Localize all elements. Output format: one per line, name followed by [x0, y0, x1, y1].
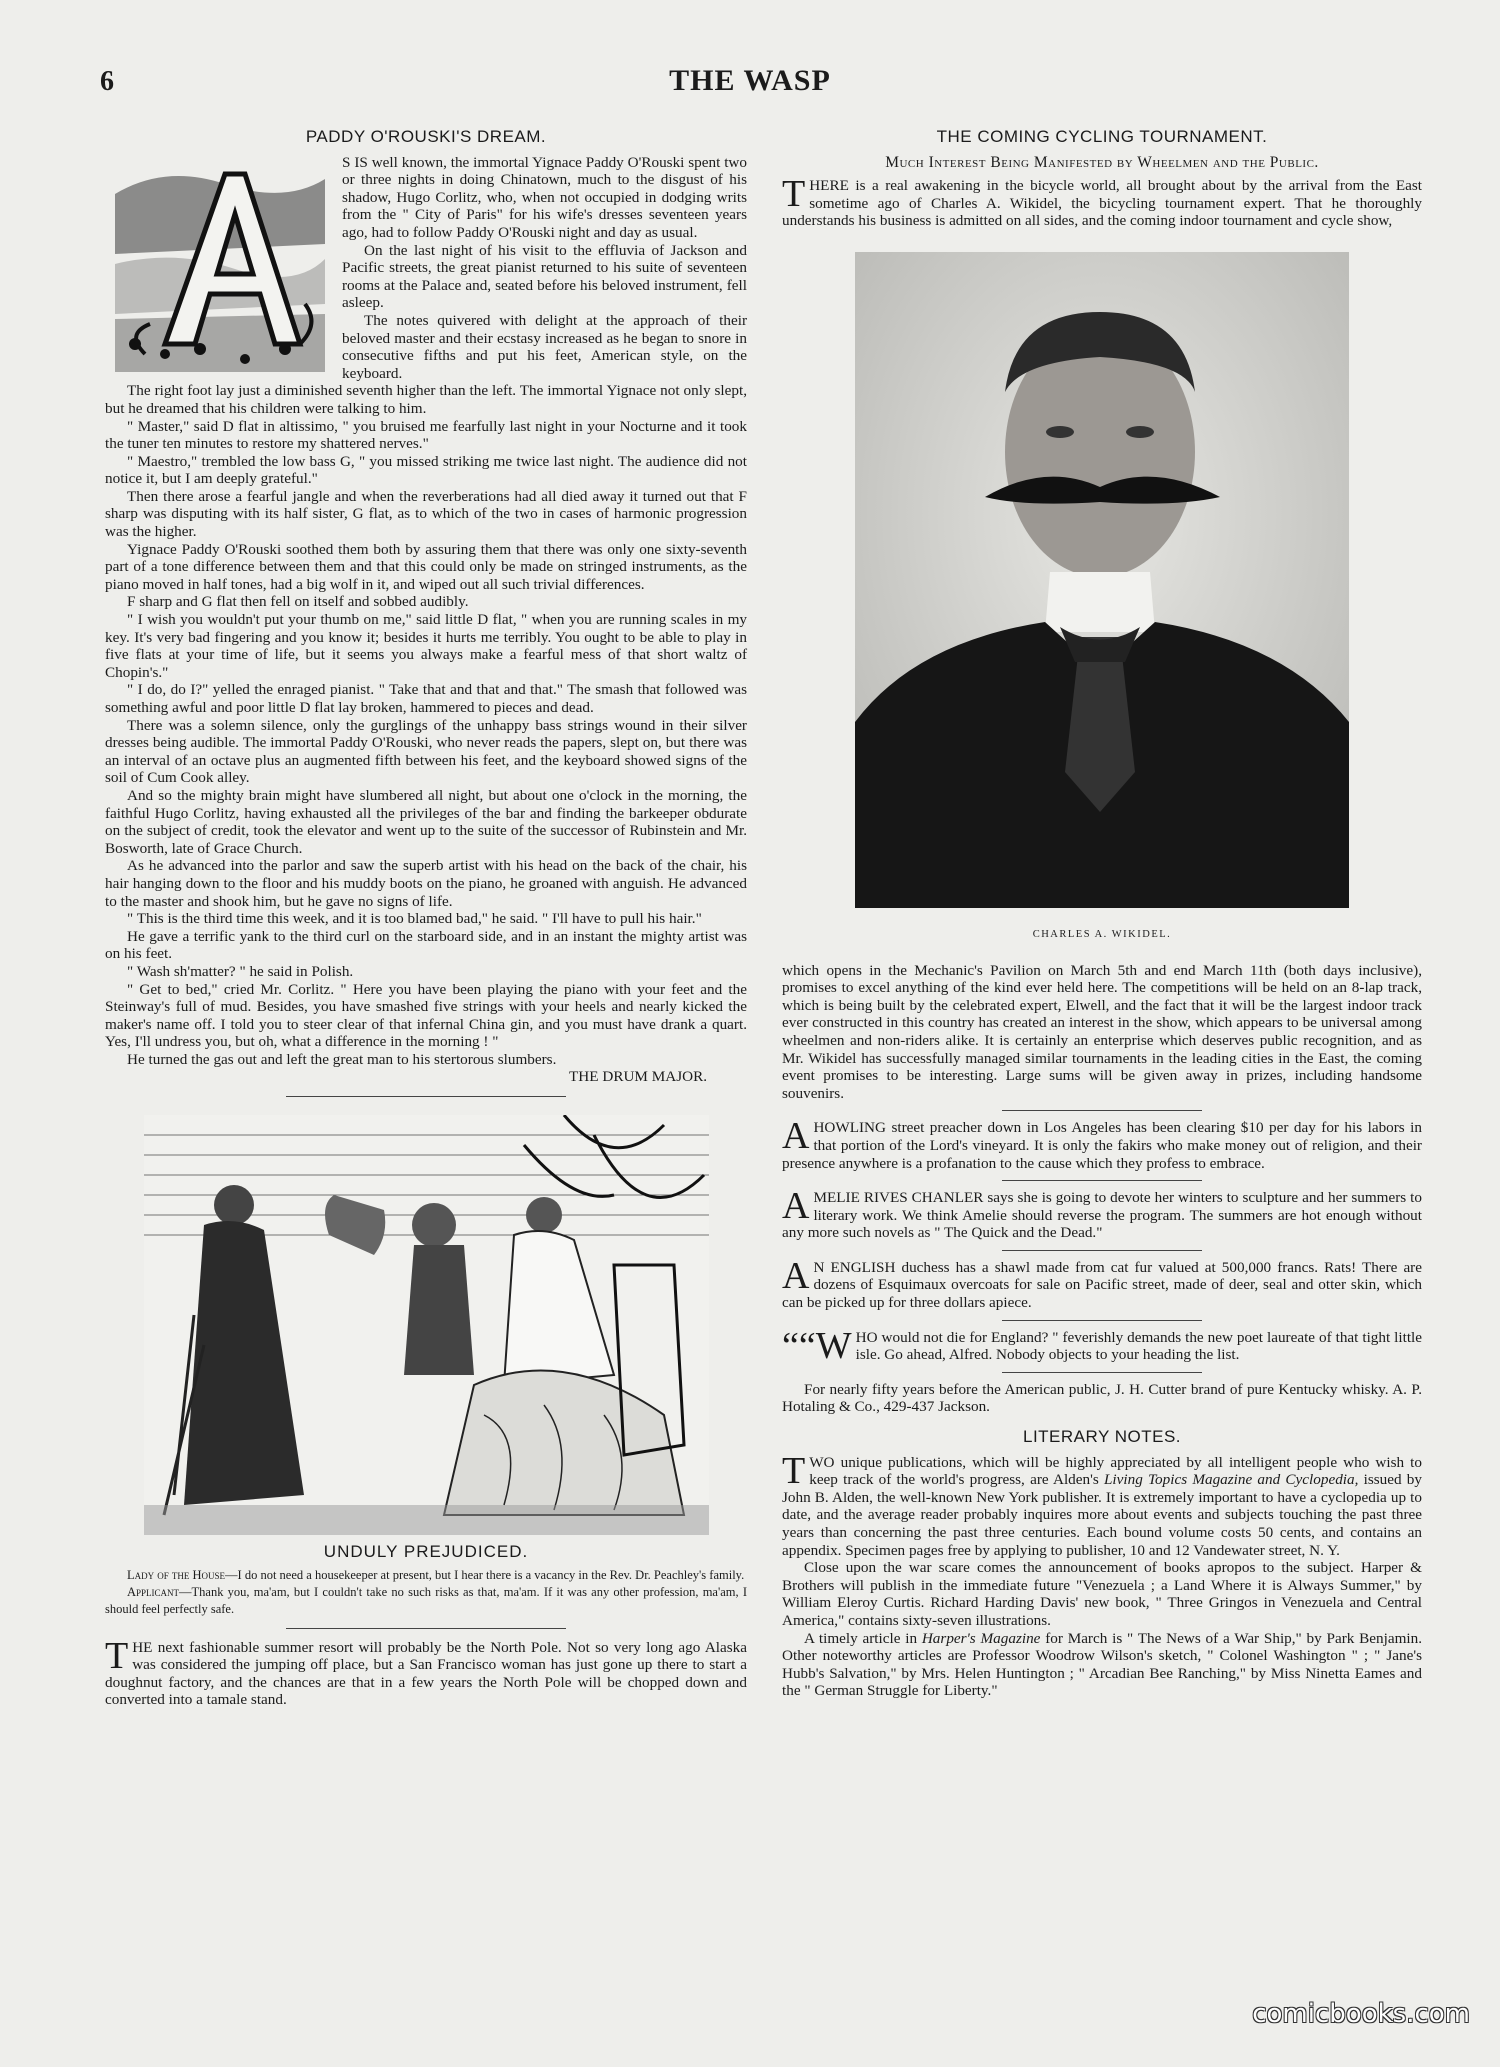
dream-paragraph: On the last night of his visit to the effluvia of Jackson and Pacific streets, the great pianist returned to his suite of seventeen rooms at the Palace and, seated before his beloved instrument, fell asleep. — [342, 241, 747, 312]
dream-paragraph: He turned the gas out and left the great man to his stertorous slumbers. — [127, 1050, 557, 1068]
dream-paragraph: " Master," said D flat in altissimo, " you bruised me fearfully last night in your Nocturne and it took the tuner ten minutes to restore my shattered nerves." — [105, 417, 747, 453]
cycling-intro-text: HERE is a real awakening in the bicycle world, all brought about by the arrival from the East sometime ago of Charles A. Wikidel, the bicycling tournament expert. That he thoroughly understands his business is admitted on all sides, and the coming indoor tournament and cycle show, — [782, 177, 1422, 230]
north-pole-text: HE next fashionable summer resort will probably be the North Pole. Not so very long ago Alaska was considered the jumping off place, but a San Francisco woman has just gone up there to start a doughnut factory, and the chances are that in a few years the North Pole will be chopped down and converted into a tamale stand. — [105, 1638, 747, 1709]
publication-title: Living Topics Magazine and Cyclopedia, — [1103, 1471, 1359, 1489]
drop-initial: T — [782, 173, 806, 216]
dream-paragraph: " Maestro," trembled the low bass G, " you missed striking me twice last night. The audience did not notice it, but I am deeply grateful." — [105, 452, 747, 488]
divider — [286, 1096, 566, 1097]
news-item — [782, 1254, 1422, 1312]
literary-paragraph — [782, 1630, 1422, 1700]
publication-title: Harper's Magazine — [921, 1629, 1041, 1647]
caption-line: —Thank you, ma'am, but I couldn't take no such risks as that, ma'am. If it was any other profession, ma'am, I should feel perfectly safe. — [105, 1584, 747, 1616]
literary-paragraph — [782, 1449, 1422, 1560]
watermark: comicbooks.com — [1252, 1999, 1470, 2029]
cycling-continued: which opens in the Mechanic's Pavilion on March 5th and end March 11th (both days inclusive), promises to excel anything of the kind ever held here. The competitions will be held on an 8-lap track, which is being built by the celebrated expert, Elwell, and the fact that it will be the largest indoor track ever constructed in this country has created an interest in the show, which appears to be universal among wheelmen and non-riders alike. It is certainly an enterprise which deserves public recognition, and as Mr. Wikidel has successfully managed similar tournaments in the leading cities in the East, the coming event promises to be interesting. Large sums will be given away in prizes, including handsome souvenirs. — [782, 961, 1422, 1102]
drop-initial: A — [782, 1115, 810, 1158]
literary-paragraph: Close upon the war scare comes the announcement of books apropos to the subject. Harper & Brothers will publish in the immediate future "Venezuela ; a Land Where it is Always Summer," by William Eleroy Curtis. Richard Harding Davis' new book, " Three Gringos in Venezuela and Central America," contains sixty-seven illustrations. — [782, 1559, 1422, 1629]
article-title-dream: PADDY O'ROUSKI'S DREAM. — [305, 127, 547, 146]
dream-paragraph: " I wish you wouldn't put your thumb on me," said little D flat, " when you are running scales in my key. It's very bad fingering and you know it; besides it hurts me terribly. You ought to be able to play in five flats at your time of life, but it seems you always make a fearful mess of that short waltz of Chopin's." — [105, 611, 747, 681]
portrait-photo — [855, 252, 1349, 908]
decorative-initial-a — [105, 154, 330, 372]
dream-paragraph: F sharp and G flat then fell on itself and sobbed audibly. — [127, 593, 469, 611]
right-column — [782, 128, 1422, 1700]
cycling-intro — [782, 173, 1422, 230]
article-title-literary: LITERARY NOTES. — [1022, 1427, 1182, 1447]
news-item-text: HO would not die for England? " feverishly demands the new poet laureate of that tight little isle. Go ahead, Alfred. Nobody objects to your heading the list. — [855, 1328, 1422, 1364]
left-column — [105, 128, 747, 1709]
cartoon-caption — [105, 1567, 747, 1618]
cartoon-title: UNDULY PREJUDICED. — [323, 1542, 529, 1562]
dream-paragraph: He gave a terrific yank to the third curl on the starboard side, and in an instant the mighty artist was on his feet. — [105, 927, 747, 963]
north-pole-paragraph — [105, 1634, 747, 1709]
drop-initial: ““W — [782, 1324, 852, 1367]
divider — [1002, 1180, 1202, 1181]
dream-paragraph: Then there arose a fearful jangle and when the reverberations had all died away it turned out that F sharp was disputing with its half sister, G flat, as to which of the two in cases of harmonic progression was the higher. — [105, 487, 747, 541]
caption-line: —I do not need a housekeeper at present, but I hear there is a vacancy in the Rev. Dr. Peachley's family. — [225, 1567, 745, 1582]
news-item-text: MELIE RIVES CHANLER says she is going to devote her winters to sculpture and her summers to literary work. We think Amelie should reverse the program. The summers are hot enough without any more such novels as " The Quick and the Dead." — [782, 1189, 1422, 1242]
dream-paragraph: S IS well known, the immortal Yignace Paddy O'Rouski spent two or three nights in doing Chinatown, much to the disgust of his shadow, Hugo Corlitz, who, when not occupied in dodging writs from the " City of Paris" for his wife's dresses seventeen years ago, had to follow Paddy O'Rouski night and day as usual. — [342, 153, 747, 241]
article-title-cycling: THE COMING CYCLING TOURNAMENT. — [936, 127, 1268, 146]
divider — [1002, 1372, 1202, 1373]
dream-paragraph: As he advanced into the parlor and saw the superb artist with his head on the back of the chair, his hair hanging down to the floor and his muddy boots on the piano, he groaned with anguish. He advanced to the master and shook him, but he gave no signs of life. — [105, 857, 747, 910]
news-item — [782, 1185, 1422, 1242]
dream-paragraph: " Wash sh'matter? " he said in Polish. — [127, 962, 354, 980]
cutter-advertisement: For nearly fifty years before the American public, J. H. Cutter brand of pure Kentucky whisky. A. P. Hotaling & Co., 429-437 Jackson. — [782, 1380, 1422, 1416]
dream-paragraph: And so the mighty brain might have slumbered all night, but about one o'clock in the morning, the faithful Hugo Corlitz, having exhausted all the privileges of the bar and finding the barkeeper obdurate on the subject of credit, took the elevator and went up to the suite of the successor of Rubinstein and Mr. Bosworth, late of Grace Church. — [105, 786, 747, 857]
dream-paragraph: The notes quivered with delight at the approach of their beloved master and their ecstasy increased as he began to snore in consecutive fifths and put his feet, American style, on the keyboard. — [342, 311, 747, 382]
news-item — [782, 1324, 1422, 1367]
dream-paragraph: " Get to bed," cried Mr. Corlitz. " Here you have been playing the piano with your feet and the Steinway's full of mud. Besides, you have smashed five strings with your heels and nearly kicked the maker's name off. I told you to steer clear of that infernal China gin, and you must have drank a quart. Yes, I'll undress you, but oh, what a difference in the morning ! " — [105, 980, 747, 1051]
dream-signature: THE DRUM MAJOR. — [569, 1068, 707, 1086]
dream-paragraph: " This is the third time this week, and it is too blamed bad," he said. " I'll have to pull his hair." — [127, 910, 702, 928]
literary-text: for March is " The News of a War Ship," by Park Benjamin. Other noteworthy articles are Professor Woodrow Wilson's sketch, " Colonel Washington " ; " Jane's Hubb's Salvation," by Mrs. Helen Huntington ; " Arcadian Bee Ranching," by Miss Ninetta Eames and the " German Struggle for Liberty." — [782, 1629, 1422, 1700]
drop-initial: T — [782, 1449, 806, 1492]
news-item-text: N ENGLISH duchess has a shawl made from cat fur valued at 500,000 francs. Rats! There are dozens of Esquimaux overcoats for sale on Pacific street, made of deer, seal and otter skin, which can be picked up for three dollars apiece. — [782, 1258, 1422, 1312]
portrait-caption: CHARLES A. WIKIDEL. — [1032, 928, 1172, 940]
literary-text: WO unique publications, which will be highly appreciated by all intelligent people who wish to keep track of the world's progress, are Alden's — [809, 1453, 1422, 1489]
page-number: 6 — [100, 66, 114, 97]
article-subtitle-cycling: Much Interest Being Manifested by Wheelmen and the Public. — [885, 153, 1319, 171]
literary-text: A timely article in — [804, 1629, 922, 1647]
news-item-text: HOWLING street preacher down in Los Angeles has been clearing $10 per day for his labors in that portion of the Lord's vineyard. It is only the fakirs who make money out of religion, and their presence anywhere is a profanation to the cause which they profess to embrace. — [782, 1119, 1422, 1172]
dream-paragraph: " I do, do I?" yelled the enraged pianist. " Take that and that and that." The smash that followed was something awful and poor little D flat lay broken, hammered to pieces and dead. — [105, 681, 747, 716]
drop-initial: T — [105, 1634, 129, 1677]
news-item — [782, 1115, 1422, 1172]
dream-paragraph: There was a solemn silence, only the gurglings of the unhappy bass strings wound in their silver dresses being audible. The immortal Paddy O'Rouski, who never reads the papers, slept on, but there was an interval of an octave plus an augmented fifth between his feet, and the keyboard showed signs of the soil of Cum Cook alley. — [105, 716, 747, 787]
dream-paragraph: Yignace Paddy O'Rouski soothed them both by assuring them that there was only one sixty-seventh part of a tone difference between them and that this could only be made on stringed instruments, as the piano moved in half tones, had a big wolf in it, and wiped out all such trivial differences. — [105, 540, 747, 593]
cartoon-illustration — [144, 1115, 709, 1535]
divider — [286, 1628, 566, 1629]
caption-speaker: Applicant — [127, 1584, 180, 1599]
masthead: THE WASP — [669, 64, 831, 97]
dream-paragraph: The right foot lay just a diminished seventh higher than the left. The immortal Yignace not only slept, but he dreamed that his children were talking to him. — [105, 382, 747, 417]
literary-text: issued by John B. Alden, the well-known New York publisher. It is extremely important to have a cyclopedia up to date, and the average reader probably inquires more about events and subjects touching the past three years than concerning the past three centuries. Each bound volume costs 50 cents, and contains an appendix. Specimen pages free by applying to publisher, 10 and 12 Vandewater street, N. Y. — [782, 1471, 1422, 1559]
divider — [1002, 1250, 1202, 1251]
drop-initial: A — [782, 1185, 810, 1228]
drop-initial: A — [782, 1254, 810, 1297]
divider — [1002, 1320, 1202, 1321]
caption-speaker: Lady of the House — [127, 1567, 226, 1582]
divider — [1002, 1110, 1202, 1111]
